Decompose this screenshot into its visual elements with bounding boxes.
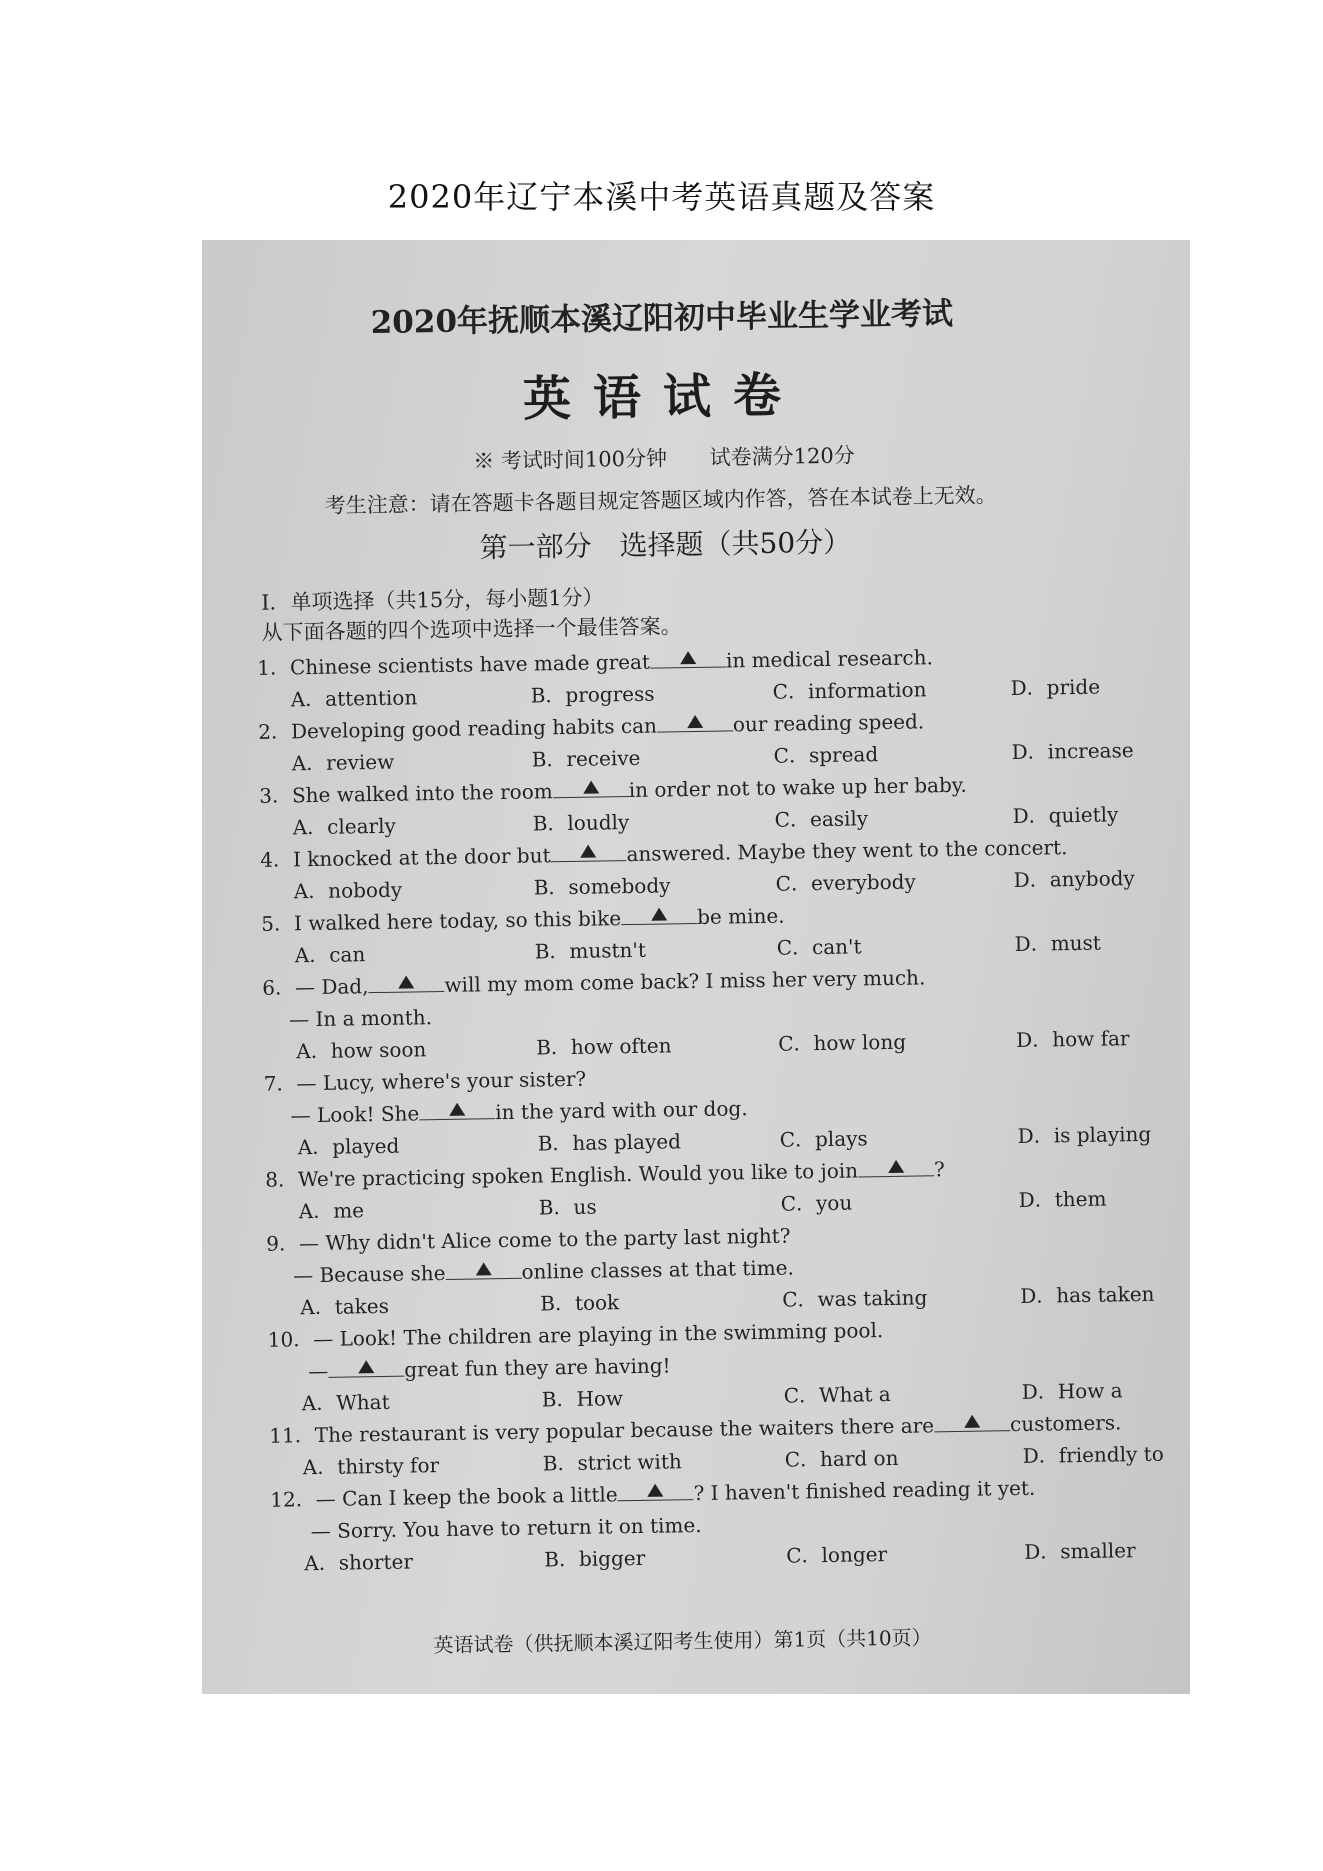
exam-title: 2020年抚顺本溪辽阳初中毕业生学业考试 bbox=[370, 295, 954, 342]
question-text: in the yard with our dog. bbox=[495, 1096, 748, 1125]
question-line bbox=[268, 1349, 671, 1384]
answer-option: C．easily bbox=[774, 806, 869, 832]
answer-option: C．how long bbox=[778, 1029, 907, 1056]
answer-option: D．pride bbox=[1010, 674, 1101, 701]
question-text: 8．We're practicing spoken English. Would you like to join bbox=[265, 1158, 859, 1192]
answer-blank bbox=[934, 1410, 1010, 1432]
question-text: 4．I knocked at the door but bbox=[260, 843, 551, 872]
answer-option: A．thirsty for bbox=[302, 1453, 440, 1480]
question-text: great fun they are having! bbox=[404, 1353, 671, 1382]
answer-option: D．How a bbox=[1021, 1378, 1123, 1404]
question-line bbox=[266, 1220, 791, 1257]
answer-option: D．smaller bbox=[1024, 1538, 1136, 1564]
answer-option: D．anybody bbox=[1013, 866, 1135, 892]
answer-option: A．how soon bbox=[296, 1037, 427, 1064]
answer-option: A．clearly bbox=[292, 813, 396, 840]
triangle-marker-icon bbox=[449, 1103, 465, 1116]
answer-option: B．loudly bbox=[532, 810, 630, 836]
answer-option: B．mustn't bbox=[534, 937, 647, 964]
document-title: 2020年辽宁本溪中考英语真题及答案 bbox=[387, 178, 936, 216]
triangle-marker-icon bbox=[651, 907, 667, 920]
question-text: will my mom come back? I miss her very much. bbox=[444, 965, 926, 997]
answer-option: C．can't bbox=[776, 934, 862, 960]
question-text: 11．The restaurant is very popular because the waiters there are bbox=[269, 1413, 935, 1448]
exam-notice: 考生注意：请在答题卡各题目规定答题区域内作答，答在本试卷上无效。 bbox=[324, 483, 997, 518]
question-line bbox=[271, 1509, 702, 1545]
answer-option: A．attention bbox=[290, 685, 418, 712]
answer-option: C．information bbox=[772, 677, 927, 704]
question-line bbox=[264, 1092, 748, 1129]
question-text: — Look! She bbox=[264, 1101, 420, 1128]
question-line bbox=[263, 1001, 433, 1033]
answer-option: D．is playing bbox=[1017, 1121, 1152, 1148]
answer-option: A．nobody bbox=[293, 877, 403, 904]
answer-option: D．friendly to bbox=[1022, 1441, 1164, 1468]
answer-option: D．them bbox=[1018, 1186, 1107, 1212]
answer-blank bbox=[621, 903, 697, 925]
answer-blank bbox=[550, 840, 626, 862]
triangle-marker-icon bbox=[358, 1360, 374, 1373]
answer-option: C．spread bbox=[773, 742, 879, 768]
question-text: customers. bbox=[1009, 1410, 1122, 1437]
answer-option: B．has played bbox=[537, 1129, 682, 1156]
question-line bbox=[267, 1252, 795, 1289]
answer-option: A．review bbox=[291, 749, 395, 776]
answer-option: B．how often bbox=[536, 1033, 672, 1060]
answer-option: D．increase bbox=[1011, 738, 1134, 765]
answer-option: C．hard on bbox=[784, 1445, 899, 1472]
question-line bbox=[269, 1406, 1122, 1448]
answer-option: C．you bbox=[780, 1190, 853, 1216]
question-text: ? bbox=[933, 1157, 945, 1182]
answer-option: B．progress bbox=[530, 681, 655, 708]
triangle-marker-icon bbox=[583, 781, 599, 794]
answer-option: B．bigger bbox=[544, 1545, 646, 1572]
exam-time: ※ 考试时间100分钟 bbox=[473, 446, 668, 474]
full-score: 试卷满分120分 bbox=[709, 443, 855, 470]
question-text: — Because she bbox=[266, 1260, 446, 1288]
exam-info bbox=[202, 435, 1134, 480]
triangle-marker-icon bbox=[580, 845, 596, 858]
answer-option: B．strict with bbox=[542, 1449, 682, 1476]
answer-option: C．plays bbox=[779, 1126, 868, 1152]
triangle-marker-icon bbox=[647, 1484, 663, 1497]
question-text: — In a month. bbox=[262, 1005, 433, 1032]
answer-option: A．me bbox=[298, 1198, 365, 1224]
triangle-marker-icon bbox=[687, 715, 703, 728]
triangle-marker-icon bbox=[888, 1160, 904, 1173]
answer-option: A．takes bbox=[300, 1293, 390, 1320]
answer-option: D．how far bbox=[1015, 1026, 1130, 1052]
question-line bbox=[262, 961, 925, 1000]
answer-option: B．receive bbox=[531, 745, 641, 772]
part-title: 第一部分 选择题（共50分） bbox=[479, 525, 852, 565]
question-line bbox=[268, 1314, 884, 1353]
question-text: 12．— Can I keep the book a little bbox=[270, 1482, 618, 1512]
answer-option: B．somebody bbox=[533, 873, 671, 900]
question-line bbox=[261, 900, 785, 937]
question-text: — bbox=[268, 1358, 329, 1384]
question-text: answered. Maybe they went to the concert. bbox=[626, 835, 1068, 867]
question-text: — Sorry. You have to return it on time. bbox=[270, 1512, 702, 1544]
question-text: 5．I walked here today, so this bike bbox=[261, 906, 622, 936]
question-text: 2．Developing good reading habits can bbox=[258, 713, 658, 744]
question-text: our reading speed. bbox=[732, 709, 925, 737]
answer-option: B．us bbox=[538, 1194, 597, 1220]
answer-blank bbox=[858, 1155, 934, 1177]
question-text: 6．— Dad, bbox=[262, 974, 369, 1000]
question-text: 7．— Lucy, where's your sister? bbox=[263, 1066, 587, 1096]
question-text: 1．Chinese scientists have made great bbox=[257, 649, 651, 680]
answer-option: A．played bbox=[297, 1133, 400, 1160]
triangle-marker-icon bbox=[964, 1415, 980, 1428]
answer-option: C．was taking bbox=[782, 1285, 928, 1312]
answer-blank bbox=[657, 710, 733, 732]
answer-option: A．shorter bbox=[304, 1549, 414, 1576]
answer-option: B．How bbox=[541, 1386, 624, 1412]
question-line bbox=[264, 1063, 587, 1097]
exam-page-photo bbox=[202, 240, 1190, 1694]
question-text: be mine. bbox=[696, 903, 785, 929]
section-instruction: 从下面各题的四个选项中选择一个最佳答案。 bbox=[261, 614, 682, 645]
question-text: in medical research. bbox=[725, 645, 934, 673]
triangle-marker-icon bbox=[680, 651, 696, 664]
question-text: in order not to wake up her baby. bbox=[628, 772, 967, 803]
answer-option: C．What a bbox=[783, 1381, 891, 1408]
subject-title: 英语试卷 bbox=[522, 367, 804, 428]
question-text: 10．— Look! The children are playing in the swimming pool. bbox=[267, 1318, 884, 1352]
page-footer: 英语试卷（供抚顺本溪辽阳考生使用）第1页（共10页） bbox=[433, 1625, 932, 1658]
question-text: 9．— Why didn't Alice come to the party last night? bbox=[266, 1223, 791, 1256]
answer-option: D．must bbox=[1014, 930, 1102, 956]
answer-blank bbox=[650, 646, 726, 668]
answer-blank bbox=[617, 1479, 693, 1501]
answer-blank bbox=[368, 971, 444, 993]
answer-blank bbox=[419, 1098, 495, 1120]
answer-option: C．everybody bbox=[775, 869, 916, 896]
triangle-marker-icon bbox=[475, 1262, 491, 1275]
question-text: online classes at that time. bbox=[521, 1255, 795, 1284]
answer-blank bbox=[445, 1258, 521, 1280]
answer-option: C．longer bbox=[786, 1542, 888, 1568]
answer-option: B．took bbox=[540, 1290, 620, 1316]
answer-option: D．has taken bbox=[1020, 1281, 1155, 1308]
answer-option: A．What bbox=[301, 1389, 390, 1416]
answer-blank bbox=[553, 776, 629, 798]
question-text: 3．She walked into the room bbox=[259, 779, 553, 808]
section-title: Ⅰ．单项选择（共15分，每小题1分） bbox=[261, 585, 604, 615]
triangle-marker-icon bbox=[398, 975, 414, 988]
question-text: ? I haven't finished reading it yet. bbox=[693, 1475, 1036, 1506]
answer-blank bbox=[328, 1356, 404, 1378]
answer-option: D．quietly bbox=[1012, 802, 1119, 829]
answer-option: A．can bbox=[294, 942, 366, 968]
